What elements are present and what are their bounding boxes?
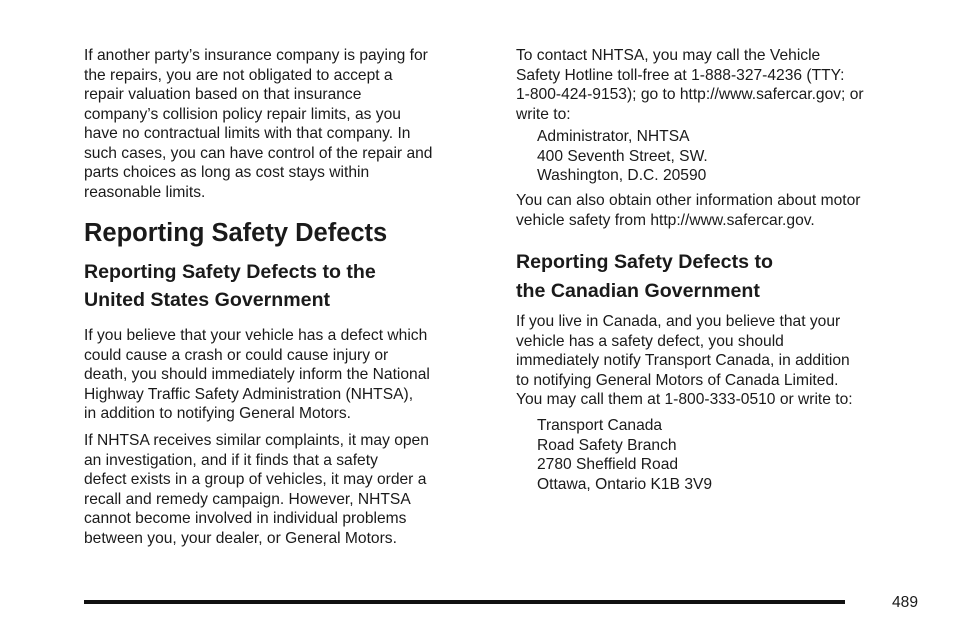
text-line: write to: [516, 105, 571, 123]
address-line: Road Safety Branch [537, 436, 677, 454]
text-line: vehicle has a safety defect, you should [516, 332, 784, 350]
footer-rule [84, 600, 845, 604]
text-line: You can also obtain other information about motor [516, 192, 861, 209]
address-line: Transport Canada [537, 417, 663, 434]
text-line: reasonable limits. [84, 183, 206, 201]
text-line: Safety Hotline toll-free at 1-888-327-4236 (TTY: [516, 66, 845, 84]
text-line: repair valuation based on that insurance [84, 86, 362, 103]
text-line: If NHTSA receives similar complaints, it may open [84, 432, 429, 449]
text-line: If another party’s insurance company is paying for [84, 47, 428, 64]
text-line: You may call them at 1-800-333-0510 or write to: [516, 391, 853, 408]
address-line: 2780 Sheffield Road [537, 456, 679, 473]
page-number: 489 [891, 594, 918, 611]
text-line: between you, your dealer, or General Motors. [84, 529, 397, 547]
text-line: To contact NHTSA, you may call the Vehicle [516, 47, 821, 64]
text-line: could cause a crash or could cause injury or [84, 346, 389, 364]
address-line: 400 Seventh Street, SW. [537, 147, 708, 165]
text-line: cannot become involved in individual problems [84, 510, 407, 527]
heading-line: the Canadian Government [516, 279, 760, 302]
heading-line: Reporting Safety Defects to the [84, 261, 376, 283]
heading-line: United States Government [84, 289, 331, 311]
text-line: Highway Traffic Safety Administration (NHTSA), [84, 385, 414, 403]
text-line: have no contractual limits with that company. In [84, 125, 411, 142]
text-line: death, you should immediately inform the National [84, 366, 430, 383]
address-line: Administrator, NHTSA [537, 128, 690, 145]
text-line: parts choices as long as cost stays within [84, 164, 370, 181]
main-heading: Reporting Safety Defects [84, 219, 388, 247]
text-line: an investigation, and if it finds that a safety [84, 451, 378, 469]
heading-line: Reporting Safety Defects to [516, 251, 773, 273]
text-line: 1-800-424-9153); go to http://www.safercar.gov; or [516, 86, 864, 103]
address-line: Washington, D.C. 20590 [537, 167, 707, 184]
text-line: If you believe that your vehicle has a defect which [84, 327, 428, 344]
text-line: If you live in Canada, and you believe that your [516, 313, 841, 330]
text-line: vehicle safety from http://www.safercar.gov. [516, 211, 815, 229]
text-line: company’s collision policy repair limits, as you [84, 105, 401, 123]
text-line: defect exists in a group of vehicles, it may order a [84, 471, 427, 488]
text-line: in addition to notifying General Motors. [84, 405, 351, 422]
text-line: recall and remedy campaign. However, NHTSA [84, 490, 411, 508]
text-line: such cases, you can have control of the repair and [84, 144, 433, 162]
text-line: to notifying General Motors of Canada Limited. [516, 371, 839, 389]
address-line: Ottawa, Ontario K1B 3V9 [537, 475, 713, 493]
text-line: immediately notify Transport Canada, in addition [516, 352, 850, 369]
text-line: the repairs, you are not obligated to accept a [84, 66, 393, 84]
